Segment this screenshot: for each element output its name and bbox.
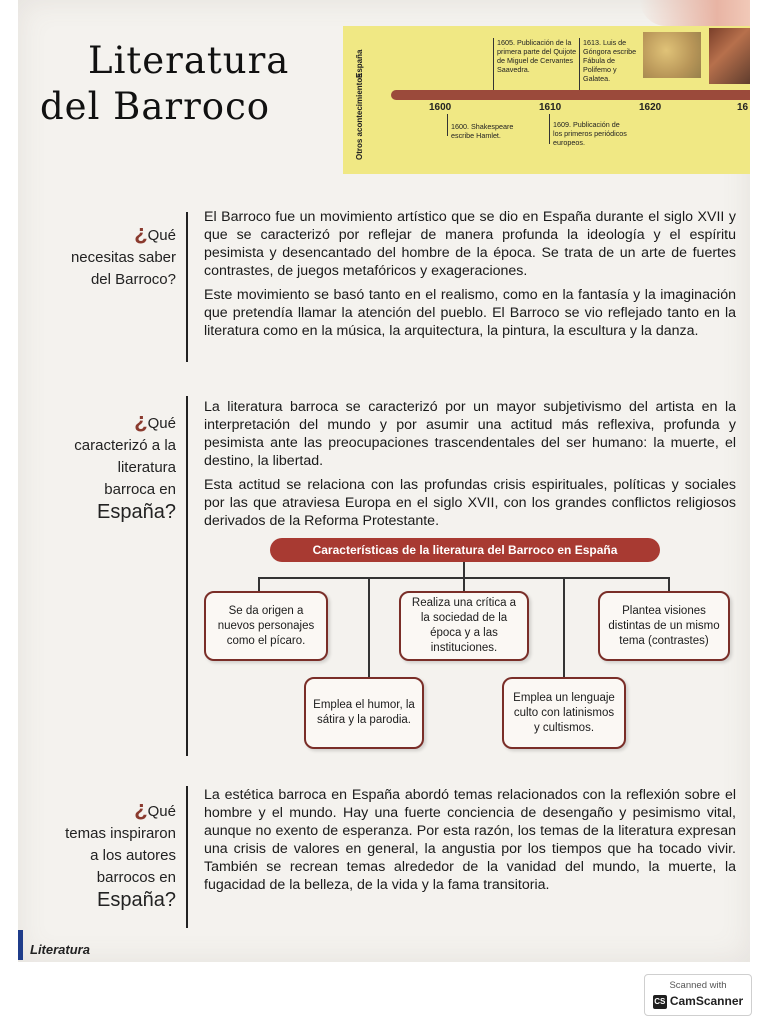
diagram-connector (463, 562, 465, 578)
question-mark: ¿ (134, 220, 148, 245)
question-line: del Barroco? (90, 271, 176, 288)
question-mark: ¿ (134, 796, 148, 821)
question-line: a los autores (90, 847, 176, 864)
question-line: literatura (117, 459, 176, 476)
title-line-1: Literatura (88, 39, 290, 82)
section-body (204, 208, 736, 346)
section-question (18, 222, 176, 291)
timeline-tick: 16 (737, 102, 749, 113)
diagram-connector (368, 577, 370, 677)
paragraph: Esta actitud se relaciona con las profundas crisis espirituales, políticas y sociales por las que atraviesa Europa en el siglo XVII, con los grandes conflictos religiosos derivados de la Reforma Protestante. (204, 477, 736, 529)
question-line: Qué (147, 803, 176, 820)
diagram-box: Emplea el humor, la sátira y la parodia. (304, 677, 424, 749)
question-line: necesitas saber (70, 249, 176, 266)
diagram-connector (258, 577, 260, 591)
question-line: Qué (147, 227, 176, 244)
question-line: barroca en (104, 481, 176, 498)
timeline-label-other: Otros acontecimientos (355, 73, 364, 160)
paragraph: Este movimiento se basó tanto en el realismo, como en la fantasía y la imaginación que pretendía llamar la atención del pueblo. El Barroco se vio reflejado tanto en la literatura como en la música, la arquitectura, la pintura, la escultura y la danza. (204, 287, 736, 339)
section-body (204, 786, 736, 900)
diagram-title: Características de la literatura del Barroco en España (270, 538, 660, 562)
timeline-connector (447, 114, 448, 136)
footer-accent-bar (18, 930, 23, 960)
section-divider (186, 396, 188, 756)
question-mark: ¿ (134, 408, 148, 433)
timeline-illustration-faded (643, 32, 701, 78)
footer-label: Literatura (30, 942, 90, 957)
page-title (40, 38, 350, 130)
section-body (204, 398, 736, 536)
timeline-connector (549, 114, 550, 144)
paragraph: La estética barroca en España abordó temas relacionados con la reflexión sobre el hombre y el mundo. Hay una fuerte conciencia de desengaño y pesimismo vital, aunque no exento de esperanza. Por esta razón, los temas de la literatura expresan una crisis de valores en general, la angustia por los tiempos que ha tocado vivir. También se recrean temas alrededor de la vanidad del mundo, la muerte, la fugacidad de la belleza, de la vida y la fama transitoria. (204, 787, 736, 893)
diagram-box: Realiza una crítica a la sociedad de la época y a las instituciones. (399, 591, 529, 661)
title-line-2: del Barroco (40, 85, 271, 128)
timeline-tick: 1610 (539, 102, 562, 113)
timeline-tick: 1600 (429, 102, 452, 113)
timeline-connector (493, 38, 494, 90)
timeline-event-spain: 1605. Publicación de la primera parte del Quijote de Miguel de Cervantes Saavedra. (497, 38, 577, 74)
diagram-connector (563, 577, 565, 677)
paragraph: El Barroco fue un movimiento artístico que se dio en España durante el siglo XVII y que se caracterizó por reflejar de manera profunda la ideología y el espíritu pesimista y desencantado del hombre de la época. Se trata de un arte de fuertes contrastes, de juegos metafóricos y exageraciones. (204, 209, 736, 279)
question-line: barrocos en (96, 869, 176, 886)
timeline-event-spain: 1613. Luis de Góngora escribe Fábula de Polifemo y Galatea. (583, 38, 637, 83)
section-question (18, 798, 176, 911)
page-corner-decoration (640, 0, 750, 26)
question-line: temas inspiraron (65, 825, 176, 842)
section-divider (186, 786, 188, 928)
timeline-illustration (709, 28, 750, 84)
timeline-tick: 1620 (639, 102, 662, 113)
question-line: caracterizó a la (74, 437, 176, 454)
question-line: España? (97, 889, 176, 911)
camscanner-logo-icon: CS (653, 995, 667, 1009)
timeline-label-spain: España (355, 49, 364, 78)
diagram-connector (463, 577, 465, 591)
diagram-box: Emplea un lenguaje culto con latinismos y cultismos. (502, 677, 626, 749)
section-divider (186, 212, 188, 362)
timeline-event-other: 1609. Publicación de los primeros periódicos europeos. (553, 120, 627, 147)
timeline-bar (391, 90, 750, 100)
scanner-watermark (644, 974, 752, 1016)
textbook-page (18, 0, 750, 962)
timeline-event-other: 1600. Shakespeare escribe Hamlet. (451, 122, 514, 140)
diagram-connector (668, 577, 670, 591)
timeline (343, 26, 750, 174)
scanner-watermark-top: Scanned with (669, 980, 727, 991)
timeline-connector (579, 38, 580, 90)
diagram-box: Se da origen a nuevos personajes como el pícaro. (204, 591, 328, 661)
question-line: Qué (147, 415, 176, 432)
section-question (18, 410, 176, 523)
paragraph: La literatura barroca se caracterizó por un mayor subjetivismo del artista en la interpretación del mundo y por asumir una actitud más reflexiva, profunda y pesimista ante las preocupaciones trascendentales del ser humano: la muerte, el destino, la libertad. (204, 399, 736, 469)
question-line: España? (97, 501, 176, 523)
scanner-brand: CamScanner (669, 994, 744, 1008)
diagram-box: Plantea visiones distintas de un mismo tema (contrastes) (598, 591, 730, 661)
scanner-watermark-brand-row (645, 994, 751, 1009)
